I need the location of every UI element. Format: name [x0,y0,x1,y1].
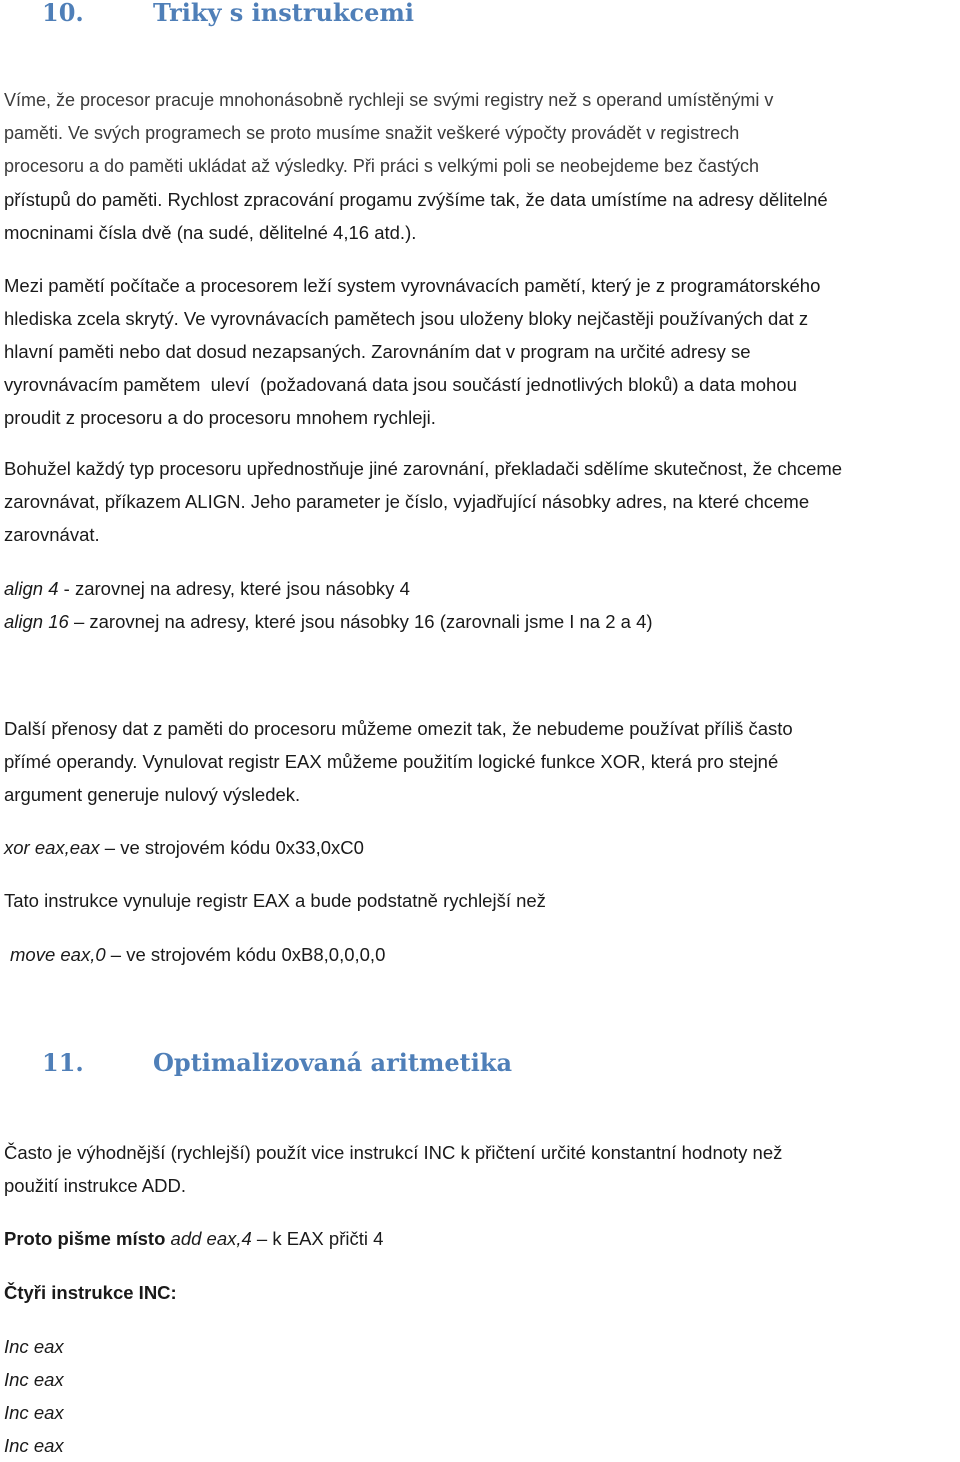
section-heading-11 [42,1048,512,1077]
text-line: zarovnávat. [4,524,100,545]
code-description: – ve strojovém kódu 0x33,0xC0 [99,837,364,858]
text-line: hlavní paměti nebo dat dosud nezapsaných. Zarovnáním dat v program na určité adresy se [4,341,751,362]
text-line: argument generuje nulový výsledek. [4,784,301,805]
text-line: Víme, že procesor pracuje mnohonásobně rychleji se svými registry než s operand umístěnými v [4,90,774,110]
paragraph-instruction: Tato instrukce vynuluje registr EAX a bude podstatně rychlejší než [4,890,546,911]
code-description: – zarovnej na adresy, které jsou násobky 16 (zarovnali jsme I na 2 a 4) [68,611,653,632]
code-snippet: move eax,0 [10,944,106,965]
text-line: přímé operandy. Vynulovat registr EAX můžeme použitím logické funkce XOR, která pro stejné [4,751,779,772]
paragraph-cache [4,269,954,434]
paragraph-intro [4,84,954,249]
paragraph-xor [4,712,954,811]
text-line: Mezi pamětí počítače a procesorem leží system vyrovnávacích pamětí, který je z programátorského [4,275,821,296]
section-number: 11. [42,1048,84,1077]
text-line: přístupů do paměti. Rychlost zpracování progamu zvýšíme tak, že data umístíme na adresy dělitelné [4,189,828,210]
inc-heading: Čtyři instrukce INC: [4,1282,177,1303]
move-line [10,938,960,971]
inc-list [4,1330,954,1462]
section-number: 10. [42,0,84,27]
text-line: hlediska zcela skrytý. Ve vyrovnávacích pamětech jsou uloženy bloky nejčastěji používaných dat z [4,308,809,329]
section-title: Triky s instrukcemi [153,0,414,27]
xor-line [4,831,954,864]
text-line: Další přenosy dat z paměti do procesoru můžeme omezit tak, že nebudeme používat příliš často [4,718,793,739]
text-line: vyrovnávacím pamětem uleví (požadovaná data jsou součástí jednotlivých bloků) a data mohou [4,374,797,395]
code-snippet: align 4 [4,578,59,599]
text-line: mocninami čísla dvě (na sudé, dělitelné 4,16 atd.). [4,222,417,243]
align4-line [4,572,954,605]
section-title: Optimalizovaná aritmetika [153,1048,513,1077]
paragraph-inc [4,1136,954,1202]
text-line: zarovnávat, příkazem ALIGN. Jeho parameter je číslo, vyjadřující násobky adres, na které chceme [4,491,810,512]
code-description: – ve strojovém kódu 0xB8,0,0,0,0 [105,944,386,965]
code-line: Inc eax [4,1369,64,1390]
code-line: Inc eax [4,1435,64,1456]
bold-text: Proto pišme místo [4,1228,166,1249]
code-description: – k EAX přičti 4 [251,1228,384,1249]
text-line: Často je výhodnější (rychlejší) použít vice instrukcí INC k přičtení určité konstantní hodnoty než [4,1142,783,1163]
text-line: procesoru a do paměti ukládat až výsledky. Při práci s velkými poli se neobejdeme bez častých [4,156,760,176]
code-line: Inc eax [4,1402,64,1423]
proto-line [4,1222,954,1255]
code-description: - zarovnej na adresy, které jsou násobky 4 [58,578,410,599]
align-examples [4,572,954,638]
section-heading-10 [42,0,414,27]
text-line: použití instrukce ADD. [4,1175,186,1196]
text-line: Bohužel každý typ procesoru upřednostňuje jiné zarovnání, překladači sdělíme skutečnost, že chceme [4,458,843,479]
code-line: Inc eax [4,1336,64,1357]
paragraph-align [4,452,954,551]
code-snippet: xor eax,eax [4,837,100,858]
code-snippet: add eax,4 [165,1228,252,1249]
text-line: proudit z procesoru a do procesoru mnohem rychleji. [4,407,436,428]
code-snippet: align 16 [4,611,69,632]
align16-line [4,605,954,638]
text-line: paměti. Ve svých programech se proto musíme snažit veškeré výpočty provádět v registrech [4,123,740,143]
